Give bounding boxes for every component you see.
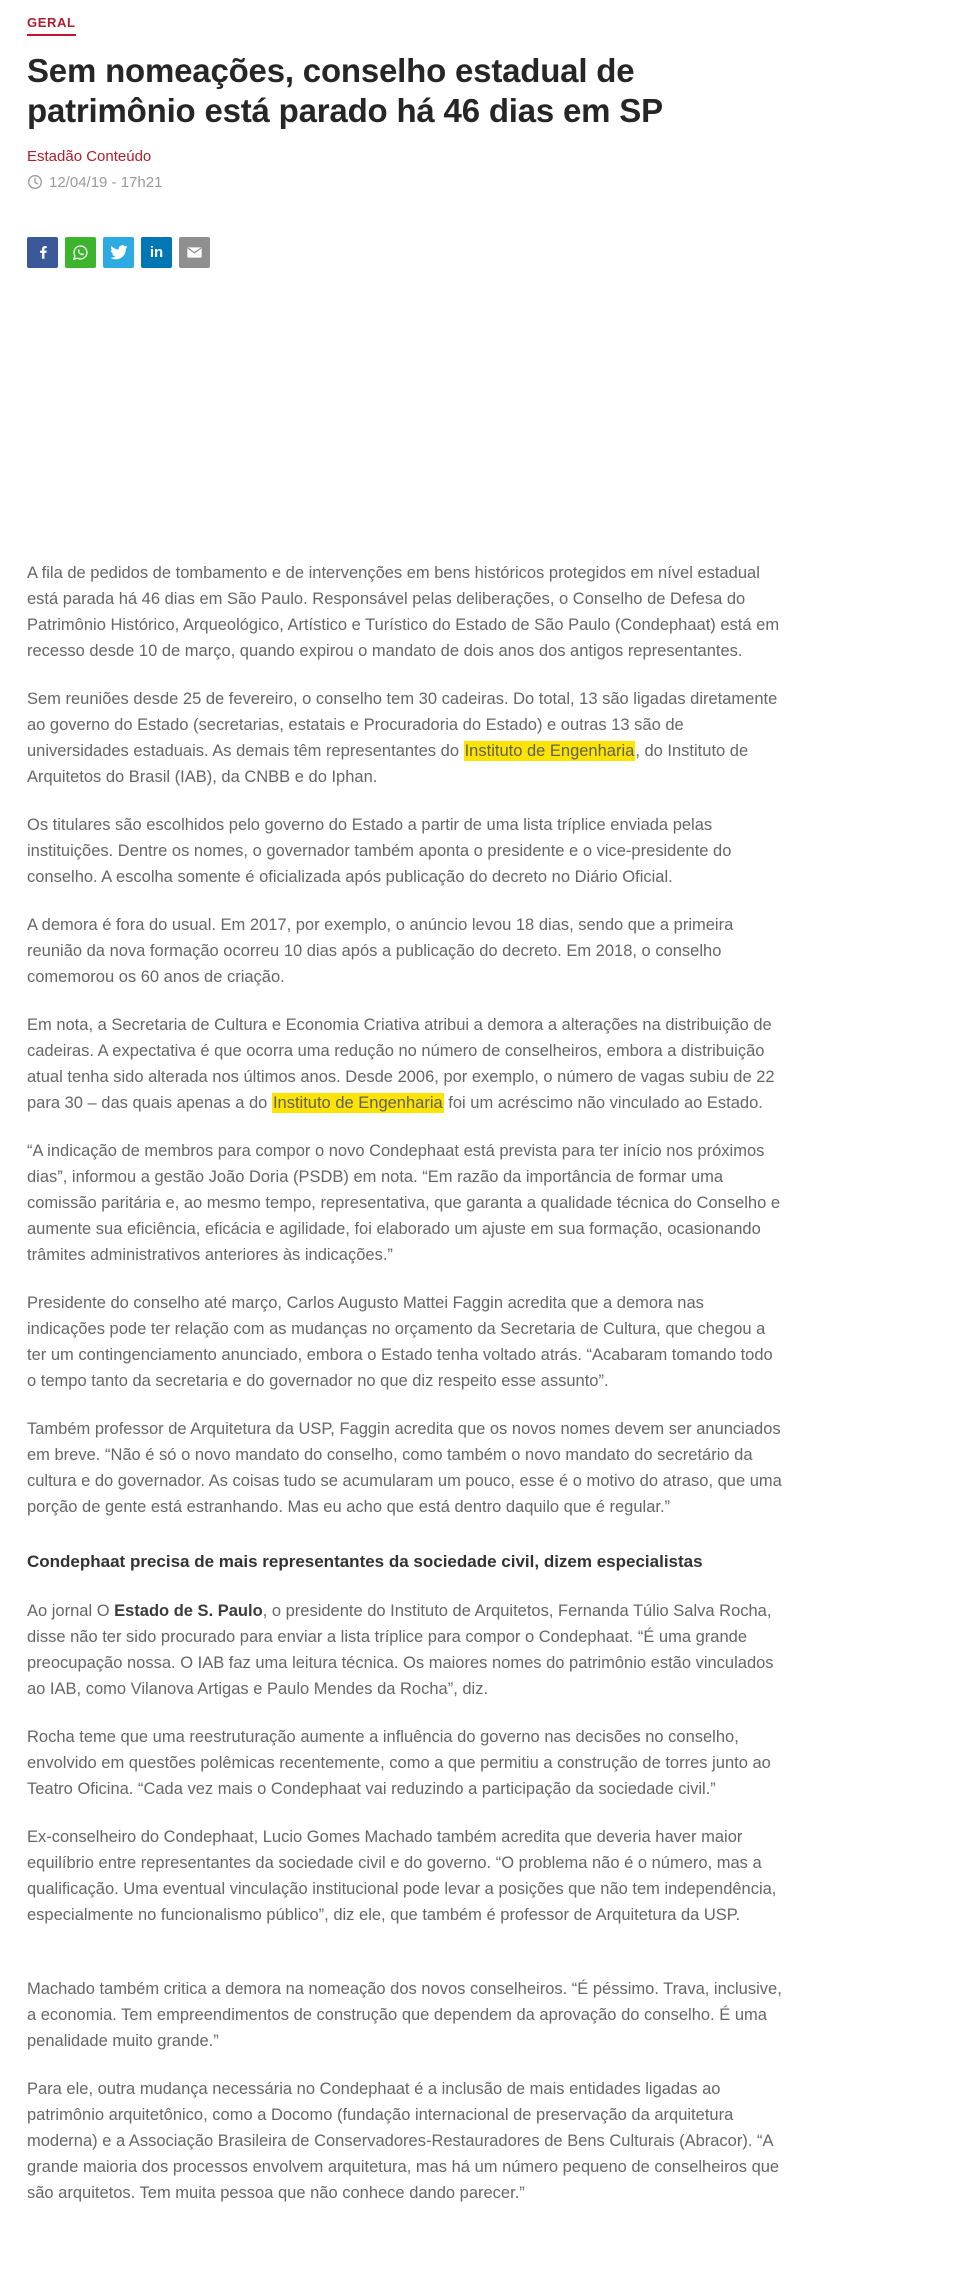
paragraph-text: Para ele, outra mudança necessária no Condephaat é a inclusão de mais entidades ligadas ao patrimônio arquitetônico, como a Docomo (fundação internacional de preservação da arquitetura moderna) e a Associação Brasileira de Conservadores-Restauradores de Bens Culturais (Abracor). “A grande maioria dos processos envolvem arquitetura, mas há um número pequeno de conselheiros que são arquitetos. Tem muita pessoa que não conhece dando parecer.” [27, 2079, 780, 2202]
article-paragraph [27, 1012, 783, 1116]
paragraph-text: Rocha teme que uma reestruturação aumente a influência do governo nas decisões no conselho, envolvido em questões polêmicas recentemente, como a que permitiu a construção de torres junto ao Teatro Oficina. “Cada vez mais o Condephaat vai reduzindo a participação da sociedade civil.” [27, 1727, 771, 1798]
article-paragraph [27, 812, 783, 890]
share-facebook-button[interactable] [27, 237, 58, 268]
paragraph-text: , do Instituto de Arquitetos do Brasil (IAB), da CNBB e do Iphan. [27, 741, 749, 786]
paragraph-text: Machado também critica a demora na nomeação dos novos conselheiros. “É péssimo. Trava, inclusive, a economia. Tem empreendimentos de construção que dependem da aprovação do conselho. É uma penalidade muito grande.” [27, 1979, 782, 2050]
article-paragraph [27, 686, 783, 790]
article-paragraph [27, 1290, 783, 1394]
article-paragraph [27, 560, 783, 664]
article-body [27, 560, 789, 2206]
paragraph-text: Sem reuniões desde 25 de fevereiro, o conselho tem 30 cadeiras. Do total, 13 são ligadas diretamente ao governo do Estado (secretarias, estatais e Procuradoria do Estado) e outras 13 são de universidades estaduais. As demais têm representantes do [27, 689, 778, 760]
paragraph-text: “A indicação de membros para compor o novo Condephaat está prevista para ter início nos próximos dias”, informou a gestão João Doria (PSDB) em nota. “Em razão da importância de formar uma comissão paritária e, ao mesmo tempo, representativa, que garanta a qualidade técnica do Conselho e aumente sua eficiência, eficácia e agilidade, foi elaborado um ajuste em sua formação, ocasionando trâmites administrativos anteriores às indicações.” [27, 1141, 781, 1264]
share-bar [27, 237, 789, 268]
article-page [27, 0, 789, 2206]
article-paragraph [27, 1598, 783, 1702]
article-paragraph [27, 1138, 783, 1268]
paragraph-text: Presidente do conselho até março, Carlos Augusto Mattei Faggin acredita que a demora nas indicações pode ter relação com as mudanças no orçamento da Secretaria de Cultura, que chegou a ter um contingenciamento anunciado, embora o Estado tenha voltado atrás. “Acabaram tomando todo o tempo tanto da secretaria e do governador no que diz respeito esse assunto”. [27, 1293, 773, 1390]
share-linkedin-button[interactable] [141, 237, 172, 268]
paragraph-text: Ex-conselheiro do Condephaat, Lucio Gomes Machado também acredita que deveria haver maior equilíbrio entre representantes da sociedade civil e do governo. “O problema não é o número, mas a qualificação. Uma eventual vinculação institucional pode levar a posições que não tem independência, especialmente no funcionalismo público”, diz ele, que também é professor de Arquitetura da USP. [27, 1827, 777, 1924]
category-link[interactable]: GERAL [27, 15, 76, 36]
paragraph-text: A fila de pedidos de tombamento e de intervenções em bens históricos protegidos em nível estadual está parada há 46 dias em São Paulo. Responsável pelas deliberações, o Conselho de Defesa do Patrimônio Histórico, Arqueológico, Artístico e Turístico do Estado de São Paulo (Condephaat) está em recesso desde 10 de março, quando expirou o mandato de dois anos dos antigos representantes. [27, 563, 780, 660]
article-paragraph [27, 912, 783, 990]
whatsapp-icon [71, 243, 90, 262]
twitter-icon [109, 243, 128, 262]
timestamp [27, 174, 789, 191]
paragraph-text: , o presidente do Instituto de Arquitetos, Fernanda Túlio Salva Rocha, disse não ter sido procurado para enviar a lista tríplice para compor o Condephaat. “É uma grande preocupação nossa. O IAB faz uma leitura técnica. Os maiores nomes do patrimônio estão vinculados ao IAB, como Vilanova Artigas e Paulo Mendes da Rocha”, diz. [27, 1601, 774, 1698]
article-paragraph [27, 1824, 783, 1928]
paragraph-text: Os titulares são escolhidos pelo governo do Estado a partir de uma lista tríplice enviada pelas instituições. Dentre os nomes, o governador também aponta o presidente e o vice-presidente do conselho. A escolha somente é oficializada após publicação do decreto no Diário Oficial. [27, 815, 732, 886]
article-subheading [27, 1550, 789, 1574]
facebook-icon [34, 243, 52, 261]
paragraph-text: foi um acréscimo não vinculado ao Estado. [443, 1093, 763, 1112]
article-paragraph [27, 2076, 783, 2206]
highlighted-link[interactable]: Instituto de Engenharia [272, 1093, 443, 1112]
timestamp-text: 12/04/19 - 17h21 [49, 173, 163, 191]
page-title: Sem nomeações, conselho estadual de patrimônio está parado há 46 dias em SP [27, 52, 663, 129]
email-icon [185, 243, 204, 262]
bold-text: Estado de S. Paulo [114, 1601, 263, 1620]
paragraph-text: Condephaat precisa de mais representantes da sociedade civil, dizem especialistas [27, 1551, 703, 1571]
article-paragraph [27, 1724, 783, 1802]
article-paragraph [27, 1976, 783, 2054]
linkedin-icon: in [149, 243, 164, 261]
clock-icon [27, 174, 43, 190]
paragraph-text: Também professor de Arquitetura da USP, Faggin acredita que os novos nomes devem ser anunciados em breve. “Não é só o novo mandato do conselho, como também o novo mandato do secretário da cultura e do governador. As coisas tudo se acumularam um pouco, esse é o motivo do atraso, que uma porção de gente está estranhando. Mas eu acho que está dentro daquilo que é regular.” [27, 1419, 782, 1516]
share-twitter-button[interactable] [103, 237, 134, 268]
highlighted-link[interactable]: Instituto de Engenharia [464, 741, 635, 760]
paragraph-text: Ao jornal O [27, 1601, 115, 1620]
share-whatsapp-button[interactable] [65, 237, 96, 268]
paragraph-text: Em nota, a Secretaria de Cultura e Economia Criativa atribui a demora a alterações na distribuição de cadeiras. A expectativa é que ocorra uma redução no número de conselheiros, embora a distribuição atual tenha sido alterada nos últimos anos. Desde 2006, por exemplo, o número de vagas subiu de 22 para 30 – das quais apenas a do [27, 1015, 775, 1112]
article-paragraph [27, 1416, 783, 1520]
byline[interactable]: Estadão Conteúdo [27, 147, 152, 165]
share-email-button[interactable] [179, 237, 210, 268]
paragraph-text: A demora é fora do usual. Em 2017, por exemplo, o anúncio levou 18 dias, sendo que a primeira reunião da nova formação ocorreu 10 dias após a publicação do decreto. Em 2018, o conselho comemorou os 60 anos de criação. [27, 915, 734, 986]
ad-placeholder-gap [27, 268, 789, 560]
